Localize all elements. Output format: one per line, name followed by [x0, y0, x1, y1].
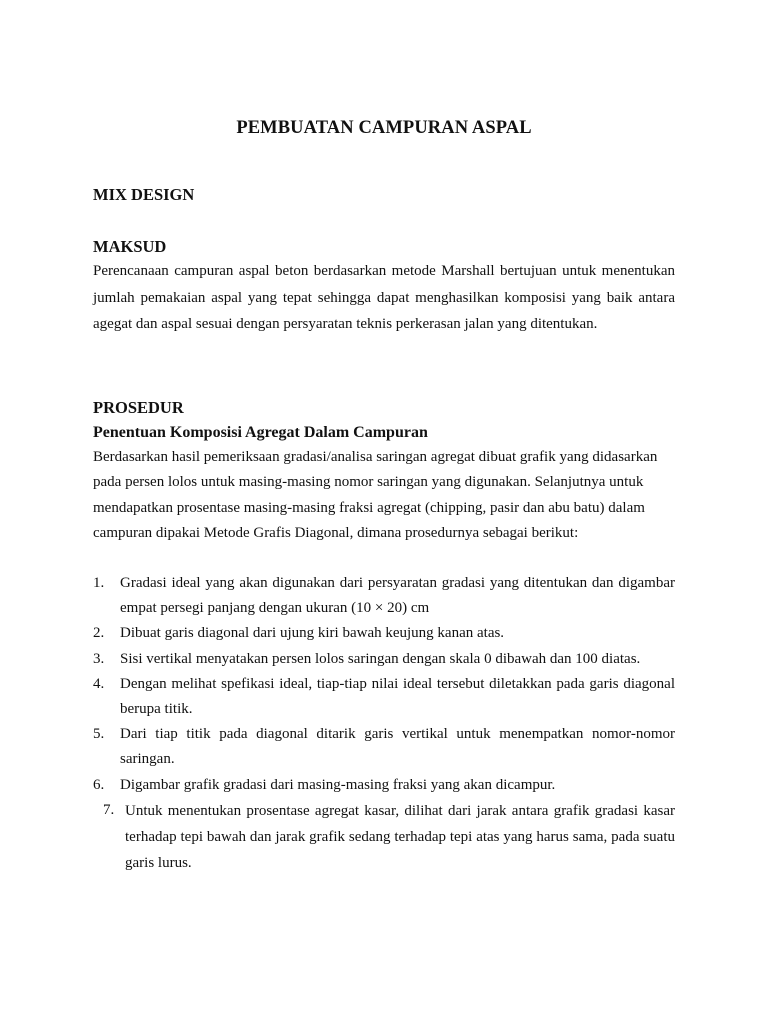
step-text: Digambar grafik gradasi dari masing-masing fraksi yang akan dicampur.: [120, 776, 556, 793]
step-text: Dari tiap titik pada diagonal ditarik garis vertikal untuk menempatkan nomor-nomor saringan.: [120, 726, 675, 768]
step-text: Dengan melihat spefikasi ideal, tiap-tiap nilai ideal tersebut diletakkan pada garis diagonal berupa titik.: [120, 675, 675, 718]
step-number: 5.: [93, 726, 105, 743]
step-number: 4.: [93, 675, 105, 692]
step-text: Gradasi ideal yang akan digunakan dari persyaratan gradasi yang ditentukan dan digambar empat persegi panjang dengan ukuran (10 × 20) cm: [120, 575, 675, 617]
heading-maksud: MAKSUD: [93, 237, 167, 256]
step-text: Dibuat garis diagonal dari ujung kiri bawah keujung kanan atas.: [120, 625, 505, 642]
heading-prosedur: PROSEDUR: [93, 398, 184, 417]
step-text: Untuk menentukan prosentase agregat kasar, dilihat dari jarak antara grafik gradasi kasar terhadap tepi bawah dan jarak grafik sedang terhadap tepi atas yang harus sama, pada suatu garis lurus.: [125, 802, 675, 871]
list-item: [93, 773, 675, 798]
subheading-komposisi-agregat: Penentuan Komposisi Agregat Dalam Campuran: [93, 424, 428, 441]
section-heading-mix-design: MIX DESIGN: [93, 185, 195, 204]
list-item: [93, 571, 675, 621]
list-item: [93, 798, 675, 876]
document-title: PEMBUATAN CAMPURAN ASPAL: [236, 118, 532, 138]
prosedur-steps-list: [93, 571, 675, 876]
step-number: 3.: [93, 650, 105, 667]
prosedur-intro-paragraph: Berdasarkan hasil pemeriksaan gradasi/analisa saringan agregat dibuat grafik yang didasarkan pada persen lolos untuk masing-masing nomor saringan yang digunakan. Selanjutnya untuk mendapatkan prosentase masing-masing fraksi agregat (chipping, pasir dan abu batu) dalam campuran dipakai Metode Grafis Diagonal, dimana prosedurnya sebagai berikut:: [93, 449, 658, 541]
list-item: [93, 672, 675, 722]
list-item: [93, 621, 675, 646]
step-number: 1.: [93, 575, 105, 591]
list-item: [93, 647, 675, 672]
step-text: Sisi vertikal menyatakan persen lolos saringan dengan skala 0 dibawah dan 100 diatas.: [120, 650, 641, 667]
maksud-paragraph: Perencanaan campuran aspal beton berdasarkan metode Marshall bertujuan untuk menentukan jumlah pemakaian aspal yang tepat sehingga dapat menghasilkan komposisi yang baik antara agegat dan aspal sesuai dengan persyaratan teknis perkerasan jalan yang ditentukan.: [93, 263, 675, 332]
list-item: [93, 722, 675, 772]
step-number: 2.: [93, 625, 105, 642]
step-number: 7.: [103, 801, 115, 818]
step-number: 6.: [93, 776, 105, 793]
